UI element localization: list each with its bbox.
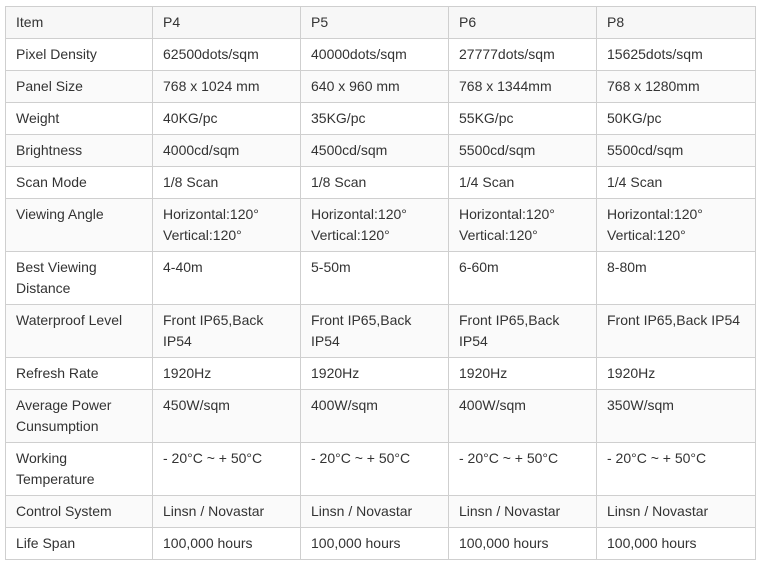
table-cell: 768 x 1280mm: [597, 71, 756, 103]
table-cell: 1/8 Scan: [301, 167, 449, 199]
table-cell: Linsn / Novastar: [301, 496, 449, 528]
table-cell: 100,000 hours: [449, 528, 597, 560]
table-cell: Horizontal:120° Vertical:120°: [301, 199, 449, 252]
table-cell: 1/4 Scan: [597, 167, 756, 199]
table-header-row: [6, 7, 756, 39]
table-row: [6, 39, 756, 71]
table-cell: 100,000 hours: [301, 528, 449, 560]
header-cell-p8: P8: [597, 7, 756, 39]
row-label: Weight: [6, 103, 153, 135]
row-label: Working Temperature: [6, 443, 153, 496]
header-cell-item: Item: [6, 7, 153, 39]
table-cell: Front IP65,Back IP54: [301, 305, 449, 358]
table-cell: Linsn / Novastar: [153, 496, 301, 528]
row-label: Panel Size: [6, 71, 153, 103]
table-row: [6, 103, 756, 135]
table-row: [6, 199, 756, 252]
table-cell: Horizontal:120° Vertical:120°: [153, 199, 301, 252]
table-cell: 1920Hz: [301, 358, 449, 390]
row-label: Best Viewing Distance: [6, 252, 153, 305]
table-row: [6, 135, 756, 167]
row-label: Waterproof Level: [6, 305, 153, 358]
table-cell: 4000cd/sqm: [153, 135, 301, 167]
table-cell: Front IP65,Back IP54: [449, 305, 597, 358]
row-label: Pixel Density: [6, 39, 153, 71]
row-label: Viewing Angle: [6, 199, 153, 252]
table-row: [6, 443, 756, 496]
table-cell: 4500cd/sqm: [301, 135, 449, 167]
table-cell: - 20°C ~ + 50°C: [153, 443, 301, 496]
spec-table: [5, 6, 756, 560]
table-cell: 400W/sqm: [449, 390, 597, 443]
table-cell: 40KG/pc: [153, 103, 301, 135]
table-cell: 62500dots/sqm: [153, 39, 301, 71]
table-cell: 4-40m: [153, 252, 301, 305]
table-cell: 100,000 hours: [153, 528, 301, 560]
header-cell-p4: P4: [153, 7, 301, 39]
table-row: [6, 167, 756, 199]
table-row: [6, 71, 756, 103]
table-row: [6, 358, 756, 390]
table-cell: 640 x 960 mm: [301, 71, 449, 103]
table-row: [6, 252, 756, 305]
table-cell: Front IP65,Back IP54: [153, 305, 301, 358]
table-row: [6, 528, 756, 560]
table-cell: 15625dots/sqm: [597, 39, 756, 71]
table-cell: - 20°C ~ + 50°C: [597, 443, 756, 496]
row-label: Brightness: [6, 135, 153, 167]
table-cell: 55KG/pc: [449, 103, 597, 135]
table-cell: 5-50m: [301, 252, 449, 305]
table-cell: 50KG/pc: [597, 103, 756, 135]
row-label: Life Span: [6, 528, 153, 560]
table-cell: Linsn / Novastar: [449, 496, 597, 528]
table-cell: 6-60m: [449, 252, 597, 305]
table-cell: 35KG/pc: [301, 103, 449, 135]
table-cell: - 20°C ~ + 50°C: [301, 443, 449, 496]
table-cell: 27777dots/sqm: [449, 39, 597, 71]
table-cell: - 20°C ~ + 50°C: [449, 443, 597, 496]
table-cell: 5500cd/sqm: [449, 135, 597, 167]
header-cell-p6: P6: [449, 7, 597, 39]
row-label: Average Power Cunsumption: [6, 390, 153, 443]
table-cell: 768 x 1344mm: [449, 71, 597, 103]
row-label: Scan Mode: [6, 167, 153, 199]
table-cell: Linsn / Novastar: [597, 496, 756, 528]
row-label: Refresh Rate: [6, 358, 153, 390]
table-cell: 1/8 Scan: [153, 167, 301, 199]
table-cell: 400W/sqm: [301, 390, 449, 443]
table-cell: 100,000 hours: [597, 528, 756, 560]
table-cell: 8-80m: [597, 252, 756, 305]
table-cell: Front IP65,Back IP54: [597, 305, 756, 358]
table-cell: 1920Hz: [597, 358, 756, 390]
table-cell: Horizontal:120° Vertical:120°: [597, 199, 756, 252]
table-row: [6, 496, 756, 528]
table-row: [6, 390, 756, 443]
table-row: [6, 305, 756, 358]
table-cell: Horizontal:120° Vertical:120°: [449, 199, 597, 252]
table-cell: 40000dots/sqm: [301, 39, 449, 71]
table-cell: 450W/sqm: [153, 390, 301, 443]
table-cell: 1920Hz: [153, 358, 301, 390]
table-cell: 1920Hz: [449, 358, 597, 390]
table-cell: 5500cd/sqm: [597, 135, 756, 167]
table-cell: 768 x 1024 mm: [153, 71, 301, 103]
row-label: Control System: [6, 496, 153, 528]
table-cell: 1/4 Scan: [449, 167, 597, 199]
header-cell-p5: P5: [301, 7, 449, 39]
table-cell: 350W/sqm: [597, 390, 756, 443]
